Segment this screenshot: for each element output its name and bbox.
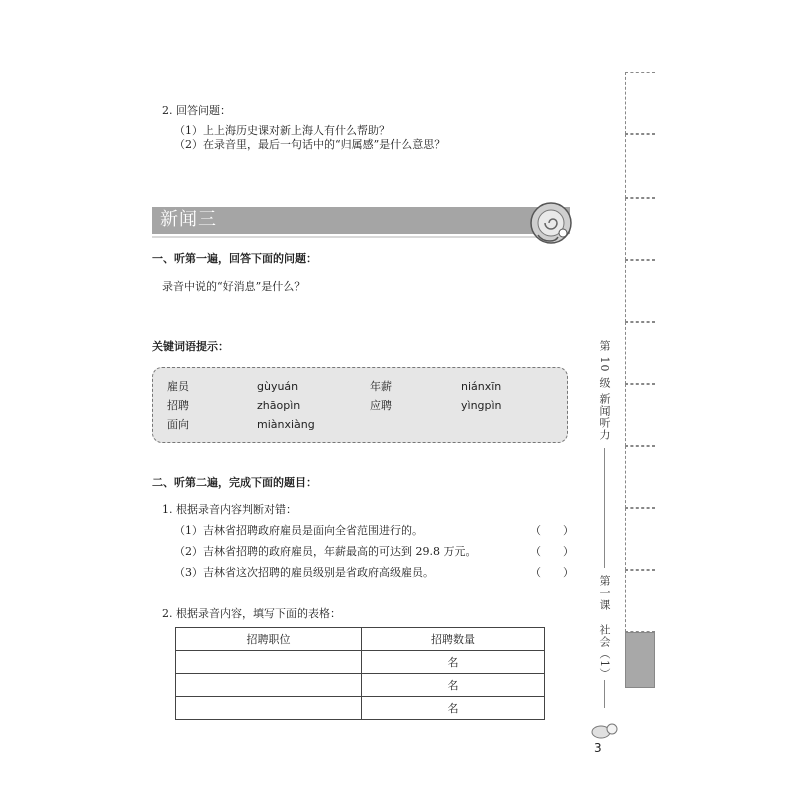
side-tab-strip	[625, 72, 655, 688]
banner-underline	[152, 236, 548, 238]
part1-heading: 一、听第一遍，回答下面的问题：	[152, 252, 317, 265]
q2-2: （2）在录音里，最后一句话中的“归属感”是什么意思？	[174, 138, 446, 151]
page-number: 3	[594, 741, 602, 755]
count-cell[interactable]: 名	[362, 697, 545, 720]
q2-1: （1）上上海历史课对新上海人有什么帮助？	[174, 124, 390, 137]
answer-paren[interactable]: （ ）	[530, 545, 574, 558]
table-header: 招聘数量	[362, 628, 545, 651]
table-title: 2. 根据录音内容，填写下面的表格：	[162, 607, 341, 620]
answer-paren[interactable]: （ ）	[530, 524, 574, 537]
count-cell[interactable]: 名	[362, 651, 545, 674]
news-banner-title: 新闻三	[160, 209, 217, 230]
vocab-pinyin: gùyuán	[257, 380, 299, 393]
tab-segment	[625, 384, 655, 446]
vocab-word: 应聘	[370, 399, 392, 412]
tab-segment	[625, 134, 655, 198]
side-unit: 社会（1）	[598, 624, 611, 680]
keywords-heading: 关键词语提示：	[152, 340, 229, 353]
tab-active[interactable]	[625, 632, 655, 688]
news-banner	[152, 207, 570, 234]
vocab-pinyin: zhāopìn	[257, 399, 301, 412]
table-row	[176, 697, 545, 720]
tab-segment	[625, 508, 655, 570]
answer-paren[interactable]: （ ）	[530, 566, 574, 579]
table-header-row	[176, 628, 545, 651]
count-cell[interactable]: 名	[362, 674, 545, 697]
judge-title: 1. 根据录音内容判断对错：	[162, 503, 297, 516]
vocab-word: 招聘	[167, 399, 189, 412]
vocab-pinyin: yìngpìn	[461, 399, 502, 412]
side-level: 第 10 级	[598, 340, 611, 389]
tab-segment	[625, 446, 655, 508]
tab-segment	[625, 198, 655, 260]
tab-segment	[625, 260, 655, 322]
position-cell[interactable]	[176, 697, 362, 720]
snail-icon	[528, 201, 574, 247]
tab-segment	[625, 72, 655, 134]
table-header: 招聘职位	[176, 628, 362, 651]
side-topic: 新闻听力	[598, 393, 611, 441]
side-lesson: 第一课	[598, 575, 611, 611]
position-cell[interactable]	[176, 651, 362, 674]
side-divider	[604, 680, 605, 708]
part1-question: 录音中说的“好消息”是什么？	[162, 280, 306, 293]
tab-segment	[625, 570, 655, 632]
vocab-box	[152, 367, 568, 443]
position-cell[interactable]	[176, 674, 362, 697]
judge-item: （3）吉林省这次招聘的雇员级别是省政府高级雇员。	[174, 566, 434, 579]
recruit-table	[175, 627, 545, 720]
judge-item: （2）吉林省招聘的政府雇员，年薪最高的可达到 29.8 万元。	[174, 545, 477, 558]
q2-title: 2. 回答问题：	[162, 104, 231, 117]
table-row	[176, 674, 545, 697]
page-ornament-icon	[588, 720, 624, 740]
judge-item: （1）吉林省招聘政府雇员是面向全省范围进行的。	[174, 524, 423, 537]
tab-segment	[625, 322, 655, 384]
vocab-pinyin: miànxiàng	[257, 418, 315, 431]
vocab-word: 年薪	[370, 380, 392, 393]
vocab-word: 雇员	[167, 380, 189, 393]
table-row	[176, 651, 545, 674]
vocab-pinyin: niánxīn	[461, 380, 502, 393]
part2-heading: 二、听第二遍，完成下面的题目：	[152, 476, 317, 489]
side-divider	[604, 448, 605, 568]
vocab-word: 面向	[167, 418, 189, 431]
